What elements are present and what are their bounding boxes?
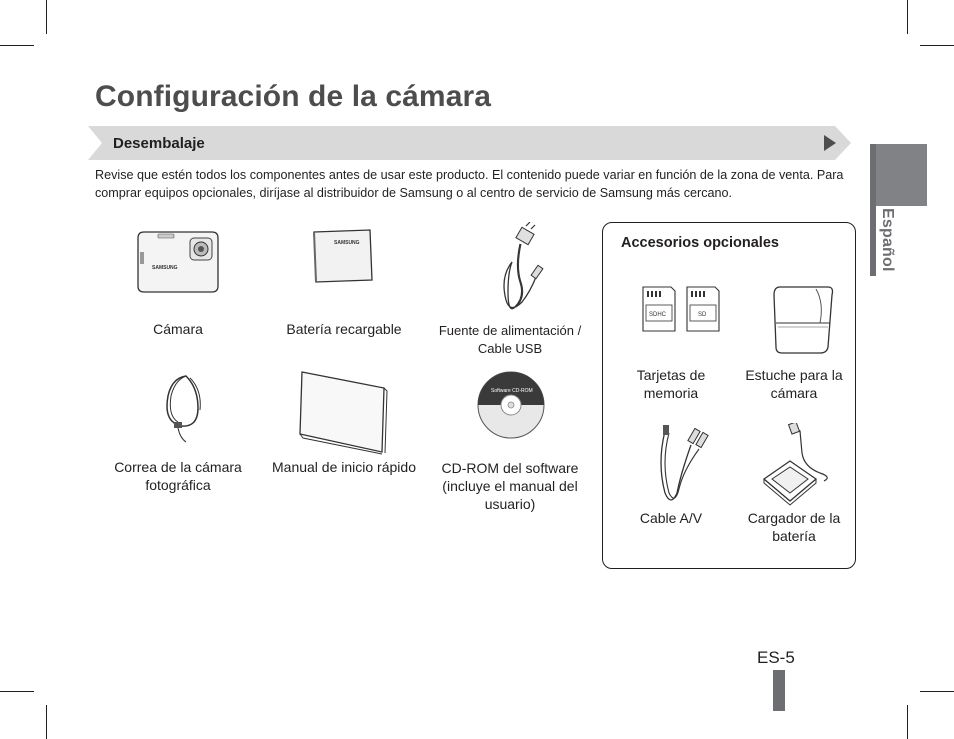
- usb-cable-icon: [460, 222, 560, 322]
- section-header: [88, 126, 851, 160]
- component-caption: CD-ROM del software (incluye el manual del usuario): [441, 460, 579, 512]
- component-cdrom: [430, 368, 590, 513]
- accessory-camera-case: [734, 283, 854, 402]
- cd-rom-icon: [460, 368, 560, 448]
- section-title: Desembalaje: [113, 135, 205, 152]
- camera-brand-text: SAMSUNG: [152, 265, 178, 271]
- component-caption: Manual de inicio rápido: [272, 459, 416, 475]
- accessory-caption: Cargador de la batería: [747, 510, 841, 544]
- page-marker-bar: [773, 670, 785, 711]
- crop-mark: [0, 45, 34, 46]
- accessory-av-cable: [611, 423, 731, 527]
- crop-mark: [907, 705, 908, 739]
- component-caption: Fuente de alimentación / Cable USB: [438, 323, 582, 356]
- accessory-caption: Estuche para la cámara: [745, 367, 843, 401]
- sd-label: SD: [698, 312, 707, 318]
- camera-icon: [128, 222, 228, 298]
- intro-paragraph: Revise que estén todos los componentes antes de usar este producto. El contenido puede variar en función de la zona de venta. Para comprar equipos opcionales, diríjase al distribuidor de Samsung o al centro de servicio de Samsung más cercano.: [95, 168, 844, 200]
- crop-mark: [46, 0, 47, 34]
- language-tab-label: Español: [879, 208, 896, 272]
- page-number: ES-5: [757, 648, 795, 667]
- crop-mark: [920, 45, 954, 46]
- optional-accessories-title: Accesorios opcionales: [621, 235, 779, 251]
- battery-charger-icon: [744, 423, 844, 509]
- cd-label-text: Software CD-ROM: [491, 388, 533, 394]
- strap-icon: [128, 368, 228, 448]
- memory-card-icon: [621, 283, 721, 347]
- battery-brand-text: SAMSUNG: [334, 240, 360, 246]
- component-caption: Cámara: [153, 321, 203, 337]
- page-title: Configuración de la cámara: [95, 80, 492, 113]
- language-tab-block: [870, 144, 927, 206]
- optional-accessories-box: [602, 222, 856, 569]
- component-battery: [264, 222, 424, 338]
- crop-mark: [907, 0, 908, 34]
- component-manual: [264, 368, 424, 476]
- accessory-battery-charger: [734, 423, 854, 545]
- battery-icon: [294, 222, 394, 298]
- camera-case-icon: [744, 283, 844, 357]
- accessory-caption: Tarjetas de memoria: [636, 367, 706, 401]
- component-caption: Correa de la cámara fotográfica: [114, 459, 242, 493]
- crop-mark: [920, 691, 954, 692]
- manual-icon: [294, 368, 394, 456]
- component-strap: [98, 368, 258, 494]
- component-power-usb: [430, 222, 590, 358]
- av-cable-icon: [621, 423, 721, 509]
- crop-mark: [0, 691, 34, 692]
- accessory-memory-cards: [611, 283, 731, 402]
- component-caption: Batería recargable: [286, 321, 402, 337]
- crop-mark: [46, 705, 47, 739]
- accessory-caption: Cable A/V: [639, 510, 703, 526]
- language-tab-line: [870, 144, 876, 276]
- component-camera: [98, 222, 258, 338]
- sdhc-label: SDHC: [649, 312, 667, 318]
